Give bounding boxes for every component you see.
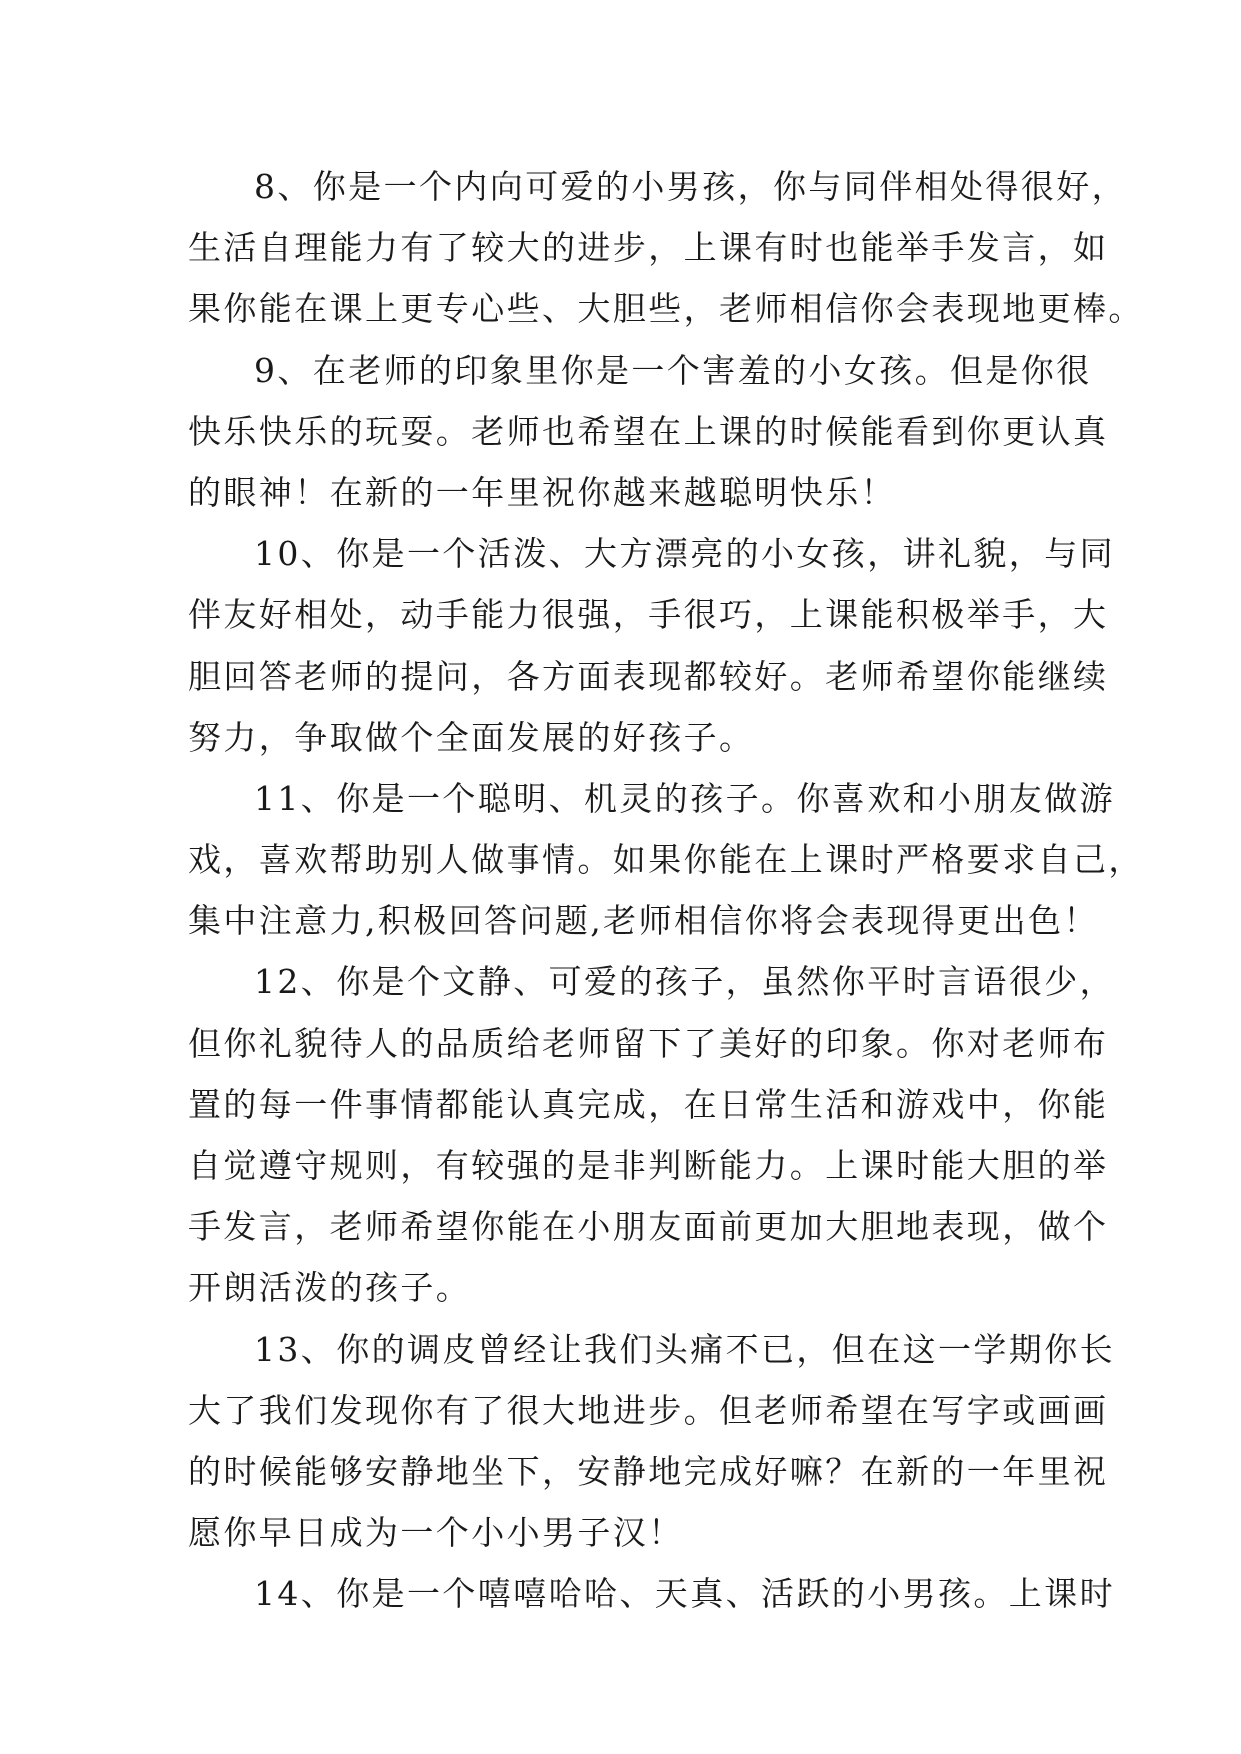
text-line: 生活自理能力有了较大的进步，上课有时也能举手发言，如 (188, 228, 1109, 268)
text-line: 置的每一件事情都能认真完成，在日常生活和游戏中，你能 (188, 1084, 1109, 1124)
text-line: 伴友好相处，动手能力很强，手很巧，上课能积极举手，大 (188, 595, 1109, 635)
document-body (188, 156, 1144, 1625)
text-line: 愿你早日成为一个小小男子汉！ (188, 1513, 684, 1553)
text-line: 14、你是一个嘻嘻哈哈、天真、活跃的小男孩。上课时 (254, 1574, 1115, 1614)
text-line: 胆回答老师的提问，各方面表现都较好。老师希望你能继续 (188, 656, 1109, 696)
text-line: 但你礼貌待人的品质给老师留下了美好的印象。你对老师布 (188, 1023, 1109, 1063)
text-line: 大了我们发现你有了很大地进步。但老师希望在写字或画画 (188, 1390, 1109, 1430)
text-line: 果你能在课上更专心些、大胆些，老师相信你会表现地更棒。 (188, 289, 1144, 329)
text-line: 自觉遵守规则，有较强的是非判断能力。上课时能大胆的举 (188, 1146, 1109, 1185)
text-line: 8、你是一个内向可爱的小男孩，你与同伴相处得很好， (254, 167, 1127, 206)
text-line: 9、在老师的印象里你是一个害羞的小女孩。但是你很 (254, 350, 1092, 390)
text-line: 的眼神！在新的一年里祝你越来越聪明快乐！ (188, 472, 896, 512)
text-line: 手发言，老师希望你能在小朋友面前更加大胆地表现，做个 (188, 1207, 1109, 1247)
text-line: 12、你是个文静、可爱的孩子，虽然你平时言语很少， (254, 962, 1115, 1002)
text-line: 的时候能够安静地坐下，安静地完成好嘛？在新的一年里祝 (188, 1451, 1109, 1491)
text-line: 开朗活泼的孩子。 (188, 1268, 472, 1308)
text-line: 集中注意力,积极回答问题,老师相信你将会表现得更出色！ (188, 901, 1099, 941)
text-line: 快乐快乐的玩耍。老师也希望在上课的时候能看到你更认真 (188, 411, 1109, 451)
text-line: 11、你是一个聪明、机灵的孩子。你喜欢和小朋友做游 (254, 778, 1115, 818)
text-line: 戏，喜欢帮助别人做事情。如果你能在上课时严格要求自己， (188, 840, 1144, 880)
text-line: 努力，争取做个全面发展的好孩子。 (188, 717, 755, 757)
text-line: 13、你的调皮曾经让我们头痛不已，但在这一学期你长 (254, 1329, 1115, 1369)
text-line: 10、你是一个活泼、大方漂亮的小女孩，讲礼貌，与同 (254, 534, 1115, 574)
